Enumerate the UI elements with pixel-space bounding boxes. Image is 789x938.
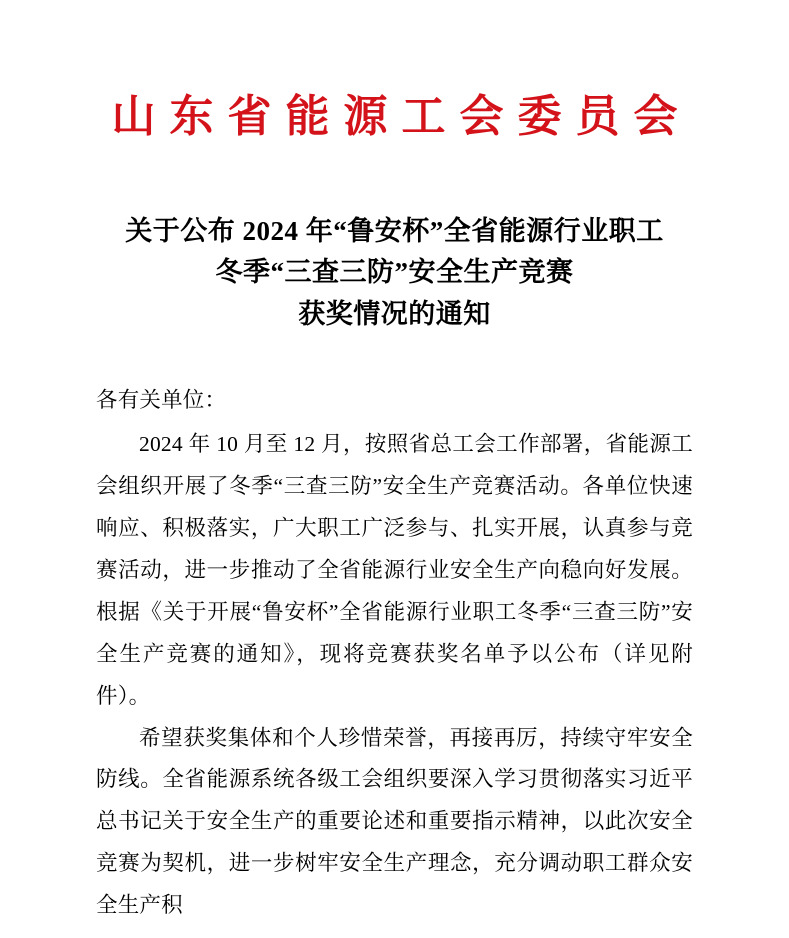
document-masthead: 山东省能源工会委员会	[111, 91, 692, 142]
document-page	[0, 92, 789, 938]
document-paragraph-1: 2024 年 10 月至 12 月，按照省总工会工作部署，省能源工会组织开展了冬季“三查三防”安全生产竞赛活动。各单位快速响应、积极落实，广大职工广泛参与、扎实开展，认真参与竞赛活动，进一步推动了全省能源行业安全生产向稳向好发展。根据《关于开展“鲁安杯”全省能源行业职工冬季“三查三防”安全生产竞赛的通知》，现将竞赛获奖名单予以公布（详见附件）。	[96, 432, 693, 708]
document-title-line-3: 获奖情况的通知	[298, 299, 491, 330]
document-body	[96, 380, 693, 927]
document-title-line-1: 关于公布 2024 年“鲁安杯”全省能源行业职工	[125, 215, 664, 246]
document-salutation: 各有关单位：	[96, 388, 227, 413]
document-title-line-2: 冬季“三查三防”安全生产竞赛	[215, 257, 574, 288]
document-paragraph-2: 希望获奖集体和个人珍惜荣誉，再接再厉，持续守牢安全防线。全省能源系统各级工会组织要深入学习贯彻落实习近平总书记关于安全生产的重要论述和重要指示精神，以此次安全竞赛为契机，进一步树牢安全生产理念，充分调动职工群众安全生产积	[96, 725, 693, 918]
document-title	[96, 211, 693, 337]
